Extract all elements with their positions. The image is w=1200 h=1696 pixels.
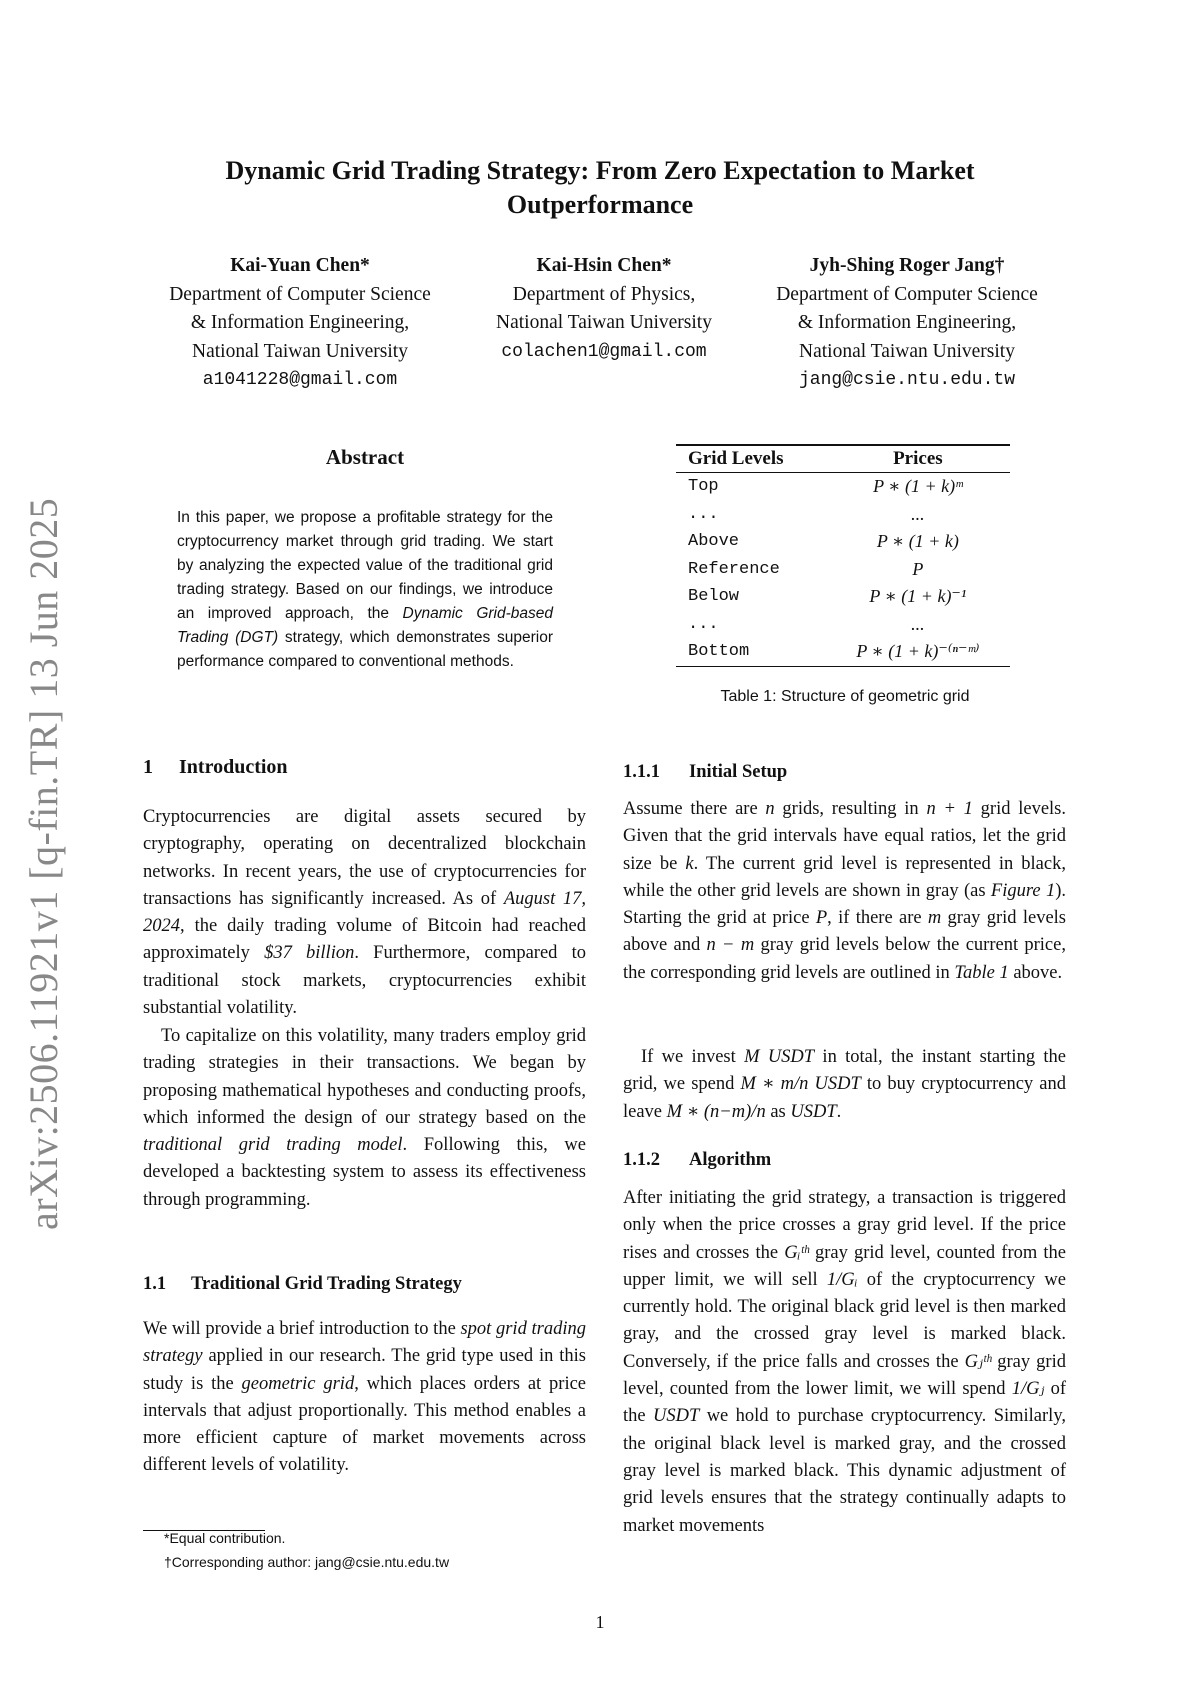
- page-number: 1: [595, 1612, 605, 1632]
- abstract-heading: Abstract: [325, 445, 405, 469]
- author-affiliation: Department of Physics,: [512, 283, 696, 305]
- text-run: traditional grid trading model: [143, 1135, 403, 1156]
- section-heading: [143, 756, 586, 779]
- text-run: .: [836, 1101, 842, 1122]
- author-block-3: [727, 252, 1087, 395]
- text-run: n: [765, 799, 775, 819]
- text-run: as: [765, 1101, 791, 1122]
- text-run: Table 1: [954, 962, 1009, 983]
- table-cell: P ∗ (1 + k)ᵐ: [873, 476, 963, 497]
- text-run: M ∗ m/n: [740, 1074, 809, 1095]
- table-cell: ...: [688, 614, 719, 634]
- text-run: Dynamic Grid-based Trading (DGT): [177, 605, 553, 646]
- section-title: Traditional Grid Trading Strategy: [191, 1274, 462, 1294]
- footnote-1: *Equal contribution.: [164, 1530, 286, 1546]
- text-run: to buy cryptocurrency and leave: [623, 1074, 1066, 1122]
- author-affiliation: & Information Engineering,: [797, 312, 1017, 333]
- table-row: [676, 611, 1010, 639]
- table-header: Prices: [826, 445, 1010, 473]
- table-row: [676, 501, 1010, 529]
- title-line-2: Outperformance: [506, 190, 694, 219]
- author-name: Kai-Yuan Chen*: [230, 255, 370, 276]
- section-number: 1.1.1: [623, 762, 660, 782]
- table-row: [676, 583, 1010, 611]
- table-caption: Table 1: Structure of geometric grid: [720, 688, 970, 705]
- abstract-text: [177, 506, 553, 674]
- text-run: n − m: [706, 935, 755, 956]
- initial-setup-paragraph-2: [623, 1044, 1066, 1126]
- text-run: strategy, which demonstrates superior performance compared to conventional methods.: [177, 629, 553, 670]
- text-run: gray grid level, counted from the lower limit, we will spend: [623, 1351, 1066, 1400]
- text-run: 1/Gⱼ: [1011, 1379, 1045, 1400]
- footnote-2: †Corresponding author: jang@csie.ntu.edu.tw: [164, 1554, 450, 1570]
- text-run: $37 billion: [264, 943, 355, 964]
- table-row: [676, 528, 1010, 556]
- table-cell: Top: [688, 477, 719, 497]
- table-cell: P ∗ (1 + k)⁻⁽ⁿ⁻ᵐ⁾: [826, 638, 1010, 666]
- author-affiliation: National Taiwan University: [799, 340, 1015, 362]
- author-email: a1041228@gmail.com: [202, 370, 398, 390]
- text-run: of the: [623, 1379, 1066, 1427]
- title-line-1: Dynamic Grid Trading Strategy: From Zero Expectation to Market: [225, 156, 975, 185]
- section-1-1-paragraph: [143, 1316, 586, 1480]
- table-cell: Bottom: [676, 638, 826, 666]
- author-affiliation: Department of Computer Science: [776, 283, 1038, 305]
- author-affiliation: Department of Computer Science: [169, 283, 431, 305]
- text-run: geometric grid: [241, 1373, 355, 1394]
- author-email: colachen1@gmail.com: [501, 341, 707, 362]
- text-run: grid levels. Given that the grid intervals have equal ratios, let the grid size be: [623, 799, 1066, 874]
- initial-setup-paragraph-1: [623, 796, 1066, 987]
- table-cell: ...: [911, 503, 925, 524]
- grid-levels-table: [676, 444, 1010, 667]
- text-run: . The current grid level is represented in black, while the other grid levels are shown in gray (as: [623, 853, 1066, 901]
- text-run: We will provide a brief introduction to the: [143, 1319, 461, 1339]
- text-run: . Following this, we developed a backtesting system to assess its effectiveness through programming.: [143, 1135, 586, 1210]
- paper-title: [0, 154, 1200, 222]
- text-run: Figure 1: [990, 880, 1056, 901]
- author-name: Jyh-Shing Roger Jang†: [809, 255, 1005, 276]
- text-run: . Furthermore, compared to traditional stock markets, cryptocurrencies exhibit substantial volatility.: [143, 943, 587, 1019]
- text-run: USDT: [814, 1074, 861, 1095]
- table-row: [676, 638, 1010, 666]
- text-run: in total, the instant starting the grid, we spend: [623, 1047, 1067, 1095]
- table-cell: P ∗ (1 + k): [876, 531, 959, 552]
- subsection-heading: [143, 1274, 586, 1295]
- table-header-row: [676, 445, 1010, 473]
- text-run: USDT: [653, 1406, 700, 1427]
- table-cell: ...: [911, 613, 925, 634]
- table-cell: P: [912, 558, 924, 579]
- text-run: of the cryptocurrency we currently hold. The original black grid level is then marked gray, and the crossed gray level is marked black. Conversely, if the price falls and crosses the: [623, 1269, 1066, 1372]
- text-run: ). Starting the grid at price: [623, 880, 1066, 929]
- table-cell: ...: [688, 504, 719, 524]
- text-run: August 17, 2024: [143, 888, 586, 937]
- section-number: 1.1.2: [623, 1150, 660, 1170]
- text-run: M ∗ (n−m)/n: [666, 1101, 766, 1122]
- text-run: we hold to purchase cryptocurrency. Similarly, the original black level is marked gray, and the crossed gray level is marked black. This dynamic adjustment of grid levels ensures that the strategy continually adapts to market movements: [623, 1406, 1066, 1536]
- text-run: m: [927, 908, 942, 929]
- section-title: Introduction: [179, 756, 288, 778]
- text-run: gray grid levels above and: [623, 908, 1066, 956]
- text-run: gray grid levels below the current price, the corresponding grid levels are outlined in: [623, 935, 1066, 983]
- text-run: Gⱼᵗʰ: [964, 1351, 992, 1372]
- author-affiliation: & Information Engineering,: [190, 312, 410, 333]
- text-run: USDT: [790, 1101, 837, 1122]
- text-run: spot grid trading strategy: [143, 1319, 586, 1367]
- text-run: , which places orders at price intervals that adjust proportionally. This method enables a more efficient capture of market movements across different levels of volatility.: [143, 1373, 587, 1476]
- text-run: Assume there are: [623, 799, 766, 819]
- text-run: Cryptocurrencies are digital assets secured by cryptography, operating on decentralized blockchain networks. In recent years, the use of cryptocurrencies for transactions has significantly increased. As of: [143, 807, 586, 909]
- table-cell: Reference: [688, 559, 780, 579]
- table-row: [676, 473, 1010, 501]
- section-title: Initial Setup: [689, 762, 788, 782]
- arxiv-watermark: arXiv:2506.11921v1 [q-fin.TR] 13 Jun 2025: [21, 497, 66, 1230]
- table-cell: P ∗ (1 + k)⁻¹: [869, 586, 967, 607]
- text-run: In this paper, we propose a profitable strategy for the cryptocurrency market through grid trading. We start by analyzing the expected value of the traditional grid trading strategy. Based on our findings, we introduce an improved approach, the: [177, 509, 553, 622]
- table-cell: Below: [688, 587, 740, 607]
- section-number: 1.1: [143, 1274, 167, 1294]
- author-name: Kai-Hsin Chen*: [536, 255, 672, 276]
- text-run: 1/Gᵢ: [826, 1269, 858, 1290]
- section-title: Algorithm: [689, 1150, 772, 1170]
- text-run: If we invest: [641, 1047, 745, 1067]
- text-run: n + 1: [926, 799, 973, 819]
- subsubsection-heading: [623, 1150, 1066, 1171]
- text-run: grids, resulting in: [774, 799, 927, 819]
- text-run: applied in our research. The grid type used in this study is the: [143, 1346, 586, 1394]
- text-run: M USDT: [744, 1047, 815, 1067]
- text-run: After initiating the grid strategy, a transaction is triggered only when the price crosses a gray grid level. If the price rises and crosses the: [623, 1188, 1066, 1263]
- author-affiliation: National Taiwan University: [192, 340, 408, 362]
- intro-paragraph-1: [143, 804, 586, 1022]
- text-run: , the daily trading volume of Bitcoin had reached approximately: [143, 916, 586, 964]
- text-run: P: [815, 908, 828, 929]
- algorithm-paragraph: [623, 1185, 1066, 1540]
- author-email: jang@csie.ntu.edu.tw: [798, 370, 1016, 390]
- text-run: above.: [1008, 962, 1063, 983]
- subsubsection-heading: [623, 762, 1066, 783]
- text-run: gray grid level, counted from the upper limit, we will sell: [623, 1242, 1067, 1290]
- table-header: Grid Levels: [676, 445, 826, 473]
- text-run: To capitalize on this volatility, many traders employ grid trading strategies in their transactions. We began by proposing mathematical hypotheses and conducting proofs, which informed the design of our strategy based on the: [143, 1026, 586, 1128]
- text-run: Gᵢᵗʰ: [784, 1242, 809, 1263]
- text-run: , if there are: [827, 908, 928, 929]
- table-row: [676, 556, 1010, 584]
- intro-paragraph-2: [143, 1023, 586, 1214]
- text-run: k: [685, 853, 694, 874]
- section-number: 1: [143, 756, 153, 778]
- author-affiliation: National Taiwan University: [496, 312, 712, 333]
- table-cell: Above: [688, 532, 740, 552]
